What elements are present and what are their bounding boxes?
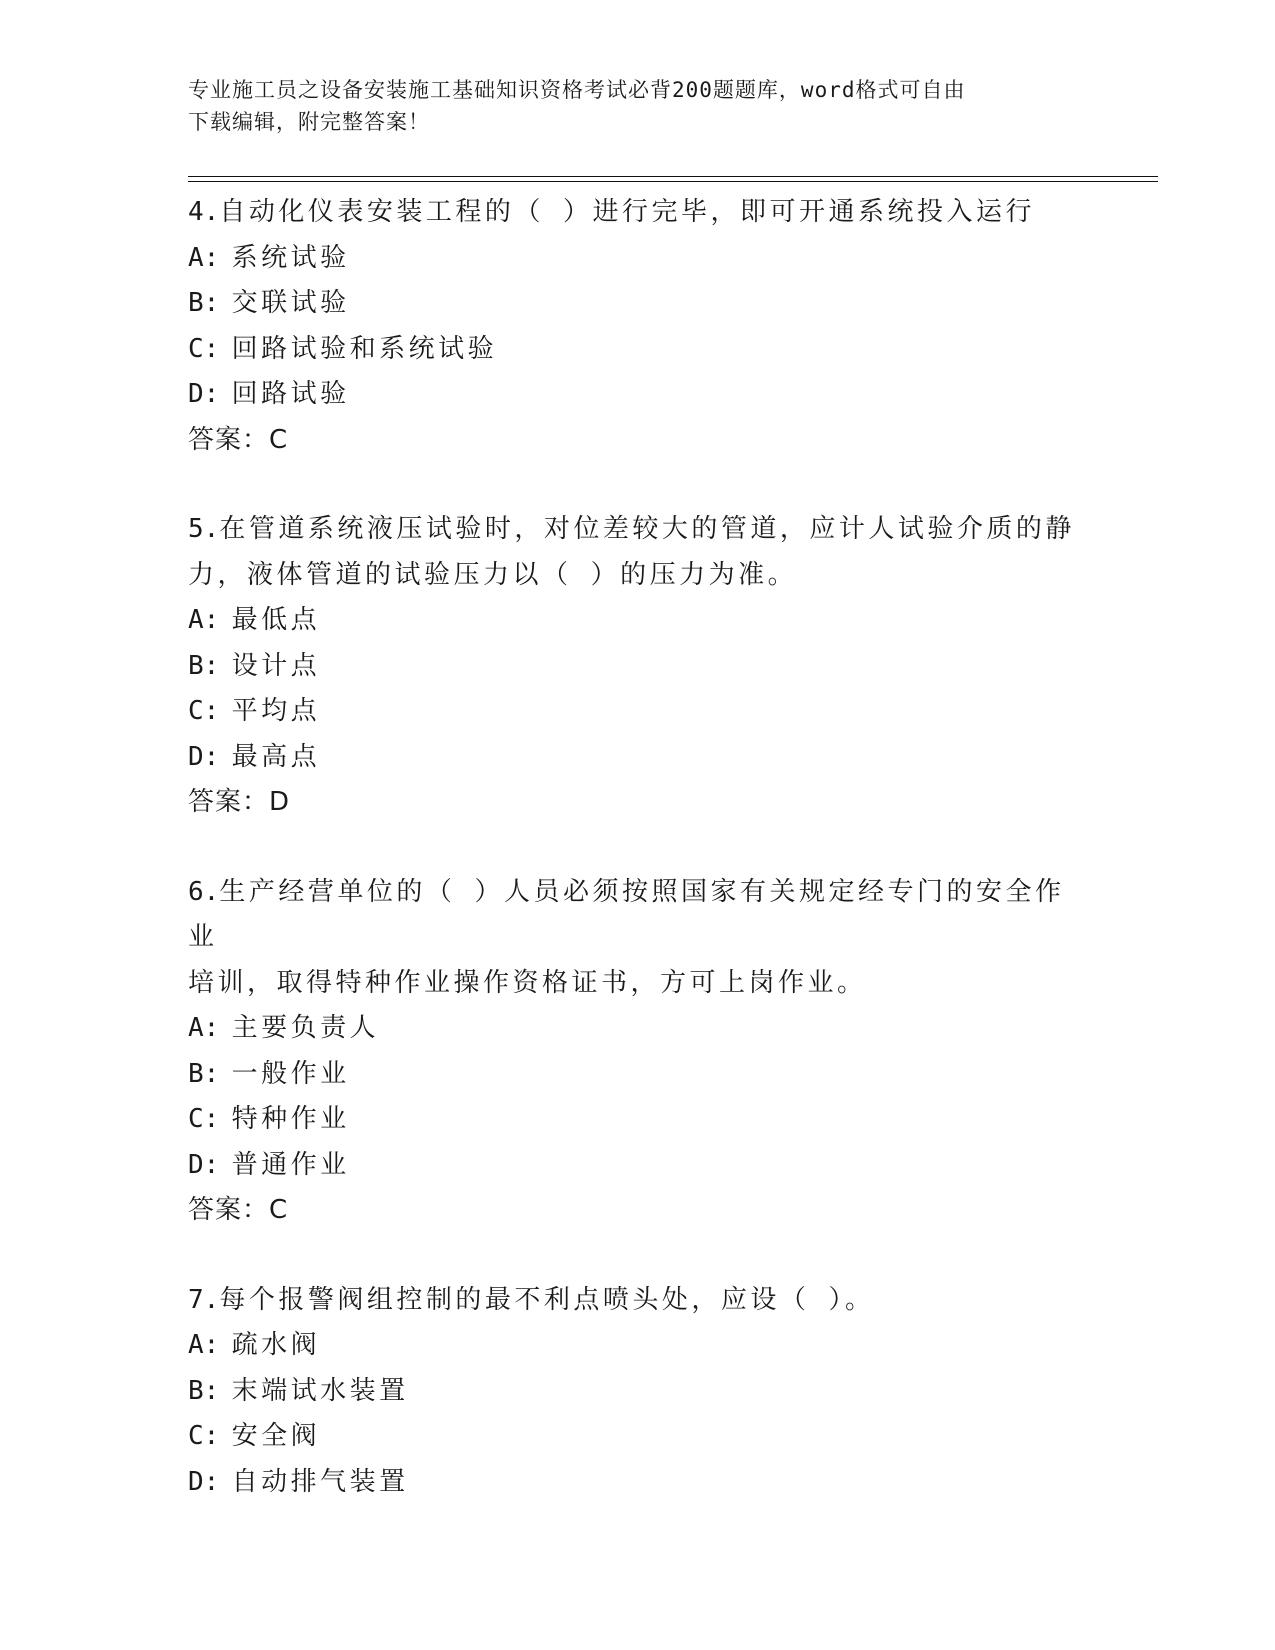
option-separator: : [203,1013,220,1043]
answer-value: C [269,1195,289,1225]
option-letter: A [188,605,204,635]
option-text: 主要负责人 [231,1013,380,1043]
option-row [188,372,1088,418]
option-text: 交联试验 [231,288,350,318]
option-letter: D [188,741,204,772]
option-row [188,598,1088,644]
option-row [188,1006,1088,1052]
option-row [188,327,1088,373]
header-line-2: 下载编辑，附完整答案！ [188,110,430,134]
question-number: 5. [188,514,220,544]
document-header [188,74,1068,138]
question-number: 4. [188,197,220,227]
question-text-line [188,553,1088,599]
option-text: 一般作业 [231,1058,350,1089]
question-text-line [188,961,1088,1007]
answer-label: 答案： [188,424,270,455]
question-number: 6. [188,876,220,907]
question-text-line [188,190,1088,236]
option-letter: B [188,1058,204,1089]
answer-label: 答案： [188,787,270,817]
option-row [188,1323,1088,1369]
option-text: 平均点 [231,696,321,726]
option-row [188,1097,1088,1143]
option-row [188,236,1088,282]
option-separator: : [203,1375,220,1406]
option-text: 回路试验 [231,379,350,409]
option-separator: : [203,242,220,273]
option-letter: C [188,333,204,364]
answer-row [188,780,1088,826]
question-list [188,190,1088,1549]
option-separator: : [203,650,220,681]
option-separator: : [203,1058,220,1089]
question-text: 每个报警阀组控制的最不利点喷头处，应设（ ）。 [219,1284,875,1315]
option-row [188,1460,1088,1506]
option-text: 最低点 [231,605,321,635]
answer-row [188,418,1088,464]
question-block [188,507,1088,826]
question-text: 力，液体管道的试验压力以（ ）的压力为准。 [188,559,798,590]
option-text: 设计点 [231,650,321,681]
option-text: 自动排气装置 [231,1466,409,1497]
answer-value: C [269,424,289,455]
question-text-line [188,507,1088,553]
option-letter: C [188,1104,204,1134]
question-number: 7. [188,1284,220,1315]
option-letter: B [188,1375,204,1406]
header-divider-bottom [188,181,1158,182]
option-separator: : [203,741,220,772]
option-separator: : [203,1104,220,1134]
option-row [188,281,1088,327]
option-text: 安全阀 [231,1421,321,1451]
option-separator: : [203,379,220,409]
question-text: 培训，取得特种作业操作资格证书，方可上岗作业。 [188,967,867,998]
option-separator: : [203,1330,220,1360]
option-text: 普通作业 [231,1149,350,1180]
option-text: 疏水阀 [231,1330,321,1360]
question-block [188,870,1088,1234]
question-block [188,190,1088,463]
option-separator: : [203,288,220,318]
option-text: 末端试水装置 [231,1375,409,1406]
option-row [188,644,1088,690]
option-separator: : [203,696,220,726]
question-text: 自动化仪表安装工程的（ ）进行完毕，即可开通系统投入运行 [219,197,1035,227]
option-letter: C [188,696,204,726]
option-letter: B [188,650,204,681]
option-letter: A [188,242,204,273]
option-separator: : [203,1149,220,1180]
answer-row [188,1188,1088,1234]
question-text: 在管道系统液压试验时，对位差较大的管道，应计人试验介质的静 [219,514,1075,544]
option-letter: C [188,1421,204,1451]
option-letter: D [188,379,204,409]
option-text: 特种作业 [231,1104,350,1134]
option-letter: D [188,1149,204,1180]
option-row [188,689,1088,735]
header-line-1: 专业施工员之设备安装施工基础知识资格考试必背200题题库，word格式可自由 [188,78,966,102]
option-row [188,1052,1088,1098]
header-divider-top [188,176,1158,177]
option-letter: D [188,1466,204,1497]
option-separator: : [203,1466,220,1497]
option-text: 回路试验和系统试验 [231,333,498,364]
option-letter: A [188,1013,204,1043]
option-separator: : [203,333,220,364]
option-separator: : [203,605,220,635]
question-block [188,1278,1088,1506]
option-row [188,1414,1088,1460]
option-separator: : [203,1421,220,1451]
option-text: 系统试验 [231,242,350,273]
question-text-line [188,1278,1088,1324]
option-letter: B [188,288,204,318]
answer-label: 答案： [188,1195,270,1225]
question-text: 生产经营单位的（ ）人员必须按照国家有关规定经专门的安全作业 [188,876,1065,952]
option-row [188,735,1088,781]
option-letter: A [188,1330,204,1360]
option-row [188,1369,1088,1415]
option-text: 最高点 [231,741,321,772]
question-text-line [188,870,1088,961]
answer-value: D [269,787,291,817]
option-row [188,1143,1088,1189]
